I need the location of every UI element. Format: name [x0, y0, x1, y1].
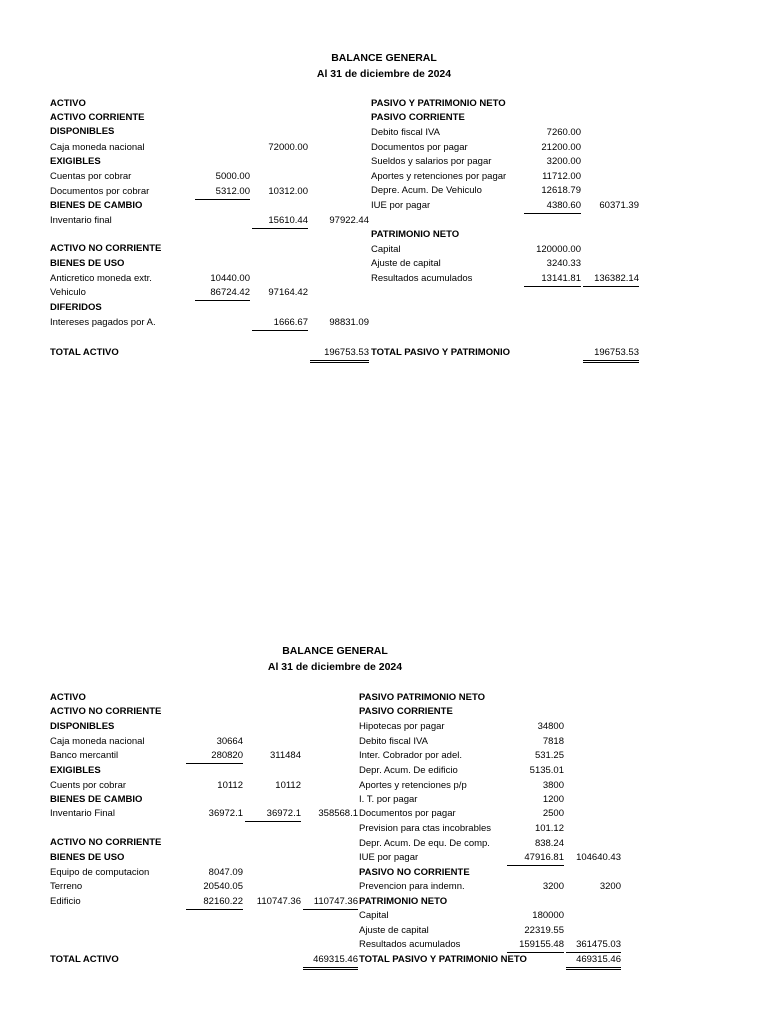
line-value: 3800 [542, 780, 564, 791]
line-label: Ajuste de capital [359, 925, 429, 936]
total-activo-value: 196753.53 [310, 346, 369, 363]
heading-activo-no-corriente: ACTIVO NO CORRIENTE [50, 706, 162, 717]
heading-bienes-cambio: BIENES DE CAMBIO [50, 794, 143, 805]
line-label: Depre. Acum. De Vehiculo [371, 185, 482, 196]
line-label: Caja moneda nacional [50, 736, 145, 747]
line-label: Vehiculo [50, 287, 86, 298]
line-label: Aportes y retenciones p/p [359, 780, 467, 791]
line-label: Inventario Final [50, 808, 115, 819]
line-label: Resultados acumulados [359, 939, 461, 950]
line-value: 22319.55 [524, 925, 564, 936]
line-label: Depr. Acum. De edificio [359, 765, 458, 776]
heading-bienes-uso: BIENES DE USO [50, 258, 125, 269]
subtotal-value: 110747.36 [256, 896, 301, 907]
line-value: 5000.00 [215, 171, 250, 182]
line-label: Caja moneda nacional [50, 142, 145, 153]
section-total: 361475.03 [566, 938, 621, 953]
subtotal-value: 311484 [270, 750, 301, 761]
line-value: 8047.09 [208, 867, 243, 878]
sheet-title: BALANCE GENERAL [331, 52, 437, 64]
line-value: 3240.33 [546, 258, 581, 269]
line-label: Inter. Cobrador por adel. [359, 750, 462, 761]
sheet-subtitle: Al 31 de diciembre de 2024 [267, 661, 403, 673]
line-label: IUE por pagar [371, 200, 431, 211]
subtotal-value: 10312.00 [268, 186, 308, 197]
line-value: 280820 [186, 749, 243, 764]
line-value: 4380.60 [524, 199, 581, 214]
heading-patrimonio-neto: PATRIMONIO NETO [371, 229, 460, 240]
subtotal-value: 10112 [275, 780, 301, 791]
line-value: 30664 [216, 736, 243, 747]
line-label: Documentos por pagar [359, 808, 456, 819]
heading-patrimonio-neto: PATRIMONIO NETO [359, 896, 448, 907]
heading-activo: ACTIVO [50, 692, 86, 703]
line-value: 5312.00 [195, 185, 250, 200]
line-label: Capital [359, 910, 389, 921]
line-label: Hipotecas por pagar [359, 721, 445, 732]
heading-exigibles: EXIGIBLES [50, 156, 101, 167]
line-value: 12618.79 [541, 185, 581, 196]
sheet-title: BALANCE GENERAL [282, 645, 388, 657]
line-label: Aportes y retenciones por pagar [371, 171, 507, 182]
line-value: 7818 [542, 736, 564, 747]
line-label: Edificio [50, 896, 81, 907]
line-label: Depr. Acum. De equ. De comp. [359, 838, 490, 849]
line-value: 3200 [542, 881, 564, 892]
line-label: Capital [371, 244, 401, 255]
heading-activo-no-corriente: ACTIVO NO CORRIENTE [50, 243, 162, 254]
heading-disponibles: DISPONIBLES [50, 721, 115, 732]
line-value: 180000 [532, 910, 564, 921]
line-value: 5135.01 [529, 765, 564, 776]
section-total: 110747.36 [303, 895, 358, 910]
line-label: Intereses pagados por A. [50, 317, 156, 328]
section-total: 97922.44 [329, 215, 369, 226]
line-value: 86724.42 [195, 286, 250, 301]
section-total: 358568.1 [318, 808, 358, 819]
heading-pasivo-corriente: PASIVO CORRIENTE [359, 706, 453, 717]
line-value: 3200.00 [546, 156, 581, 167]
line-label: Prevision para ctas incobrables [359, 823, 492, 834]
line-label: Inventario final [50, 215, 112, 226]
line-label: Sueldos y salarios por pagar [371, 156, 492, 167]
heading-activo-no-corriente: ACTIVO NO CORRIENTE [50, 837, 162, 848]
section-total: 136382.14 [583, 272, 639, 287]
line-value: 159155.48 [507, 938, 564, 953]
line-label: Cuentas por cobrar [50, 171, 132, 182]
line-label: Documentos por cobrar [50, 186, 150, 197]
line-value: 838.24 [534, 838, 564, 849]
heading-bienes-cambio: BIENES DE CAMBIO [50, 200, 143, 211]
line-value: 10440.00 [210, 273, 250, 284]
sheet-subtitle: Al 31 de diciembre de 2024 [316, 68, 452, 80]
line-value: 21200.00 [541, 142, 581, 153]
total-activo-value: 469315.46 [303, 953, 358, 970]
line-value: 20540.05 [203, 881, 243, 892]
section-total: 104640.43 [576, 852, 621, 863]
heading-pasivo-no-corriente: PASIVO NO CORRIENTE [359, 867, 470, 878]
heading-disponibles: DISPONIBLES [50, 126, 115, 137]
line-label: Ajuste de capital [371, 258, 441, 269]
line-label: IUE por pagar [359, 852, 419, 863]
line-label: Equipo de computacion [50, 867, 150, 878]
heading-pasivo-patrimonio: PASIVO Y PATRIMONIO NETO [371, 98, 506, 109]
line-value: 10112 [217, 780, 243, 791]
heading-diferidos: DIFERIDOS [50, 302, 102, 313]
line-value: 36972.1 [208, 808, 243, 819]
line-label: Cuents por cobrar [50, 780, 127, 791]
section-total: 98831.09 [329, 317, 369, 328]
line-value: 101.12 [534, 823, 564, 834]
line-value: 72000.00 [268, 142, 308, 153]
line-value: 13141.81 [524, 272, 581, 287]
heading-pasivo-patrimonio: PASIVO PATRIMONIO NETO [359, 692, 485, 703]
line-label: Anticretico moneda extr. [50, 273, 152, 284]
heading-activo: ACTIVO [50, 98, 86, 109]
line-value: 82160.22 [186, 895, 243, 910]
line-label: Resultados acumulados [371, 273, 473, 284]
line-value: 15610.44 [252, 214, 308, 229]
line-value: 7260.00 [546, 127, 581, 138]
heading-pasivo-corriente: PASIVO CORRIENTE [371, 112, 465, 123]
total-pasivo-value: 469315.46 [566, 953, 621, 970]
subtotal-value: 97164.42 [268, 287, 308, 298]
line-value: 120000.00 [536, 244, 581, 255]
total-pasivo-label: TOTAL PASIVO Y PATRIMONIO [371, 347, 510, 358]
total-pasivo-value: 196753.53 [583, 346, 639, 363]
line-label: I. T. por pagar [359, 794, 418, 805]
line-label: Terreno [50, 881, 83, 892]
line-label: Banco mercantil [50, 750, 119, 761]
subtotal-value: 36972.1 [245, 807, 301, 822]
line-value: 34800 [537, 721, 564, 732]
line-value: 1200 [542, 794, 564, 805]
total-pasivo-label: TOTAL PASIVO Y PATRIMONIO NETO [359, 954, 527, 965]
total-activo-label: TOTAL ACTIVO [50, 954, 119, 965]
heading-bienes-uso: BIENES DE USO [50, 852, 125, 863]
line-label: Debito fiscal IVA [371, 127, 440, 138]
heading-activo-corriente: ACTIVO CORRIENTE [50, 112, 145, 123]
line-value: 531.25 [534, 750, 564, 761]
line-label: Documentos por pagar [371, 142, 468, 153]
line-value: 11712.00 [542, 171, 581, 182]
section-total: 3200 [599, 881, 621, 892]
total-activo-label: TOTAL ACTIVO [50, 347, 119, 358]
section-total: 60371.39 [599, 200, 639, 211]
line-label: Prevencion para indemn. [359, 881, 465, 892]
line-value: 2500 [542, 808, 564, 819]
line-value: 1666.67 [252, 316, 308, 331]
line-label: Debito fiscal IVA [359, 736, 428, 747]
heading-exigibles: EXIGIBLES [50, 765, 101, 776]
line-value: 47916.81 [507, 851, 564, 866]
